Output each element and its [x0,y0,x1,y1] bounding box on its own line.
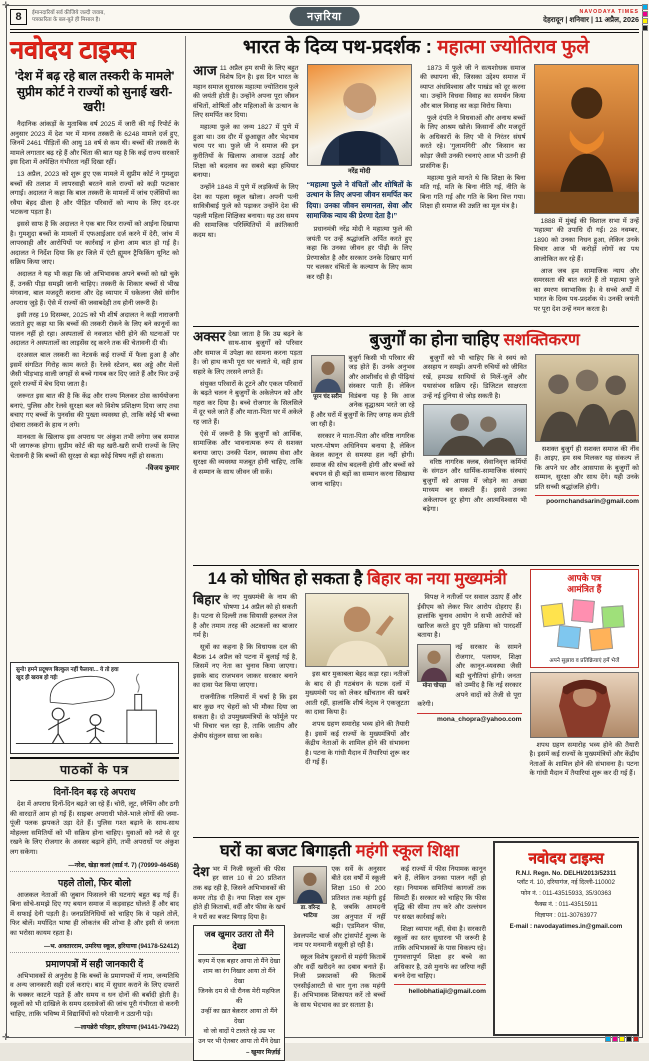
newspaper-contact-box [493,841,639,1036]
bihar-column-3 [417,593,521,834]
bihar-column-1 [193,593,297,834]
phule-lead-word: आज [193,62,217,78]
sticky-notes-image [534,598,636,654]
contact-ads: विज्ञापन : 011-30763977 [534,911,598,919]
editorial-paragraph: नैदानिक आंकड़ों के मुताबिक वर्ष 2025 में जारी की गई रिपोर्ट के अनुसार 2023 में देश भर में मानव तस्करी के 6248 मामले दर्ज हुए, जिनमें 2461 पीड़ितों की आयु 18 वर्ष से कम थी। बच्चों की तस्करी के मामले लगातार बढ़ रहे हैं और चिंता की बात यह है कि कई राज्य सरकारें इस दिशा में अपेक्षित गंभीरता नहीं दिखा रहीं। [10,121,179,167]
school-author-caption: डा. वरिन्द्र भाटिया [300,904,320,919]
phule-paragraph: महात्मा फुले का जन्म 1827 में पुणे में हुआ था। उस दौर में छुआछूत और भेदभाव चरम पर था। फुले जी ने समाज की इन कुरीतियों के खिलाफ आवाज उठाई और शिक्षा को बदलाव का सबसे बड़ा हथियार बनाया। [193,124,299,180]
school-column-3 [394,865,486,1036]
bihar-woman-photo [530,672,640,738]
poem-attribution: – खुमार मिर्ज़ाई [246,1048,281,1056]
phule-headline-red: महात्मा ज्योतिराव फुले [437,37,590,58]
phule-column-2 [307,64,413,323]
phule-paragraph: प्रधानमंत्री नरेंद्र मोदी ने महात्मा फुले की जयंती पर उन्हें श्रद्धांजलि अर्पित करते हुए कहा कि उनका जीवन हर पीढ़ी के लिए प्रेरणास्रोत है और सरकार उनके दिखाए मार्ग पर चलकर वंचितों के कल्याण के लिए काम कर रही है। [306,226,412,281]
seniors-headline [311,331,640,350]
seniors-photo-small [423,404,527,456]
contact-rni: R.N.I. Regn. No. DELHI/2013/52311 [515,869,617,877]
seniors-paragraph: बुजुर्ग किसी भी परिवार की जड़ होते हैं। उनके अनुभव और आशीर्वाद से ही पीढ़ियां संस्कार पाती हैं। लेकिन विडंबना यह है कि आज अनेक वृद्धाश्रम भरते जा रहे हैं और घरों में बुजुर्गों के लिए जगह कम होती जा रही है। [310,354,415,429]
modi-photo-caption: नरेंद्र मोदी [347,168,371,176]
school-author-photo [293,866,327,904]
school-column-1 [193,863,286,1056]
letter-item [10,784,179,872]
cartoon-speech-bubble: सुनो! हमने प्रदूषण बिल्कुल नहीं फैलाया... ये तो हवा खुद ही खराब हो गई! [16,667,119,681]
bihar-paragraph: शपथ ग्रहण समारोह भव्य होने की तैयारी है। इसमें कई राज्यों के मुख्यमंत्रियों और केंद्रीय नेताओं के शामिल होने की संभावना है। पटना के गांधी मैदान में तैयारियां शुरू कर दी गई हैं। [305,721,410,767]
phule-paragraph: महात्मा फुले मानते थे कि शिक्षा के बिना मति गई, मति के बिना नीति गई, नीति के बिना गति गई और गति के बिना वित्त गया। शिक्षा ही समाज की उन्नति का मूल मंत्र है। [420,174,526,211]
tagline-line2: पत्रकारिता के बल-बूते ही मिसाल है। [32,17,101,23]
section-divider [193,837,639,838]
phule-paragraph: 11 अप्रैल हम सभी के लिए बहुत विशेष दिन है। इस दिन भारत के महान समाज सुधारक महात्मा ज्योतिराव फुले की जयंती होती है। उन्होंने अपना पूरा जीवन वंचितों, शोषितों और महिलाओं के उत्थान के लिए समर्पित कर दिया। [193,64,299,120]
poem-box [193,925,285,1061]
main-column [186,36,640,1056]
registration-colorbar-top-right [642,4,648,31]
seniors-paragraph: संयुक्त परिवारों के टूटने और एकल परिवारों के बढ़ते चलन ने बुजुर्गों के अकेलेपन को और गहरा कर दिया है। बच्चे रोजगार के सिलसिले में दूर चले जाते हैं और माता-पिता घर में अकेले रह जाते हैं। [193,380,303,426]
bihar-author-photo [417,644,451,682]
school-author-box [293,866,327,924]
editorial-article [10,66,179,659]
school-paragraph: भर में निजी स्कूलों की फीस हर साल 10 से 20 प्रतिशत तक बढ़ रही है, जिसने अभिभावकों की कमर तोड़ दी है। नया शिक्षा सत्र शुरू होते ही किताबों, वर्दी और फीस के खर्च ने घरों का बजट बिगाड़ दिया है। [193,865,286,921]
registration-cross-bottom-left: ✛ [2,1032,10,1042]
statue-figure [535,65,639,213]
seniors-paragraph: ऐसे में जरूरी है कि बुजुर्गों को आर्थिक, सामाजिक और भावनात्मक रूप से सशक्त बनाया जाए। उनकी पेंशन, स्वास्थ्य सेवा और सुरक्षा की व्यवस्था मजबूत होनी चाहिए, ताकि वे सम्मान के साथ जीवन जी सकें। [193,430,303,476]
seniors-photo-large [535,354,639,442]
seniors-column-2 [423,354,527,563]
bihar-lead-word: बिहार [193,592,221,608]
modi-photo [307,64,413,166]
school-headline-red: महंगी स्कूल शिक्षा [355,841,460,860]
promo-title-line1: आपके पत्र [567,573,602,584]
poem-line: बज़्म में एक बहार आया तो मैंने देखा [198,958,281,966]
letter-item [10,875,179,953]
editorial-paragraph: मानवता के खिलाफ इस अपराध पर अंकुश तभी लगेगा जब समाज भी जागरूक होगा। सुप्रीम कोर्ट की यह खरी-खरी सभी राज्यों के लिए चेतावनी है कि बच्चों की सुरक्षा से बड़ा कोई विषय नहीं हो सकता। [10,433,179,460]
phule-paragraph: फुले दंपति ने विधवाओं और अनाथ बच्चों के लिए आश्रम खोले। किसानों और मजदूरों के अधिकारों के लिए भी वे निरंतर संघर्ष करते रहे। 'गुलामगिरी' और 'किसान का कोड़ा' जैसी उनकी रचनाएं आज भी उतनी ही प्रासंगिक हैं। [420,114,526,170]
bihar-author-email: mona_chopra@yahoo.com [417,713,521,725]
editorial-paragraph: अदालत ने यह भी कहा कि जो अभिभावक अपने बच्चों को खो चुके हैं, उनकी पीड़ा समझी जानी चाहिए। तस्करी के शिकार बच्चों से भीख मंगवाना, बाल मजदूरी कराना और देह व्यापार में धकेलना जैसे संगीन अपराध जुड़े हैं। ऐसे में राज्यों की जवाबदेही तय होनी जरूरी है। [10,271,179,307]
editorial-paragraph: 13 अप्रैल, 2023 को शुरू हुए एक मामले में सुप्रीम कोर्ट ने गुमशुदा बच्चों की तलाश में लापरवाही बरतने वाले राज्यों को कड़ी फटकार लगाई। अदालत ने कहा कि बाल तस्करी के मामलों में जांच एजेंसियों का रवैया बेहद ढीला है और पीड़ित परिवारों को न्याय के लिए दर-दर भटकना पड़ता है। [10,171,179,217]
poem-line: वो जो वादों पे टालते रहे उम्र भर [203,1027,275,1035]
contact-fax: फैक्स नं. : 011-43515911 [534,900,598,908]
modi-photo-figure [308,65,412,165]
letters-section-header: पाठकों के पत्र [10,757,179,781]
bihar-side-column [530,569,640,834]
letter-author: —लायब्रेरी परिहार, हरियाणा (94141-79422) [74,1024,179,1031]
phule-paragraph: आज जब हम सामाजिक न्याय और समरसता की बात करते हैं तो महात्मा फुले का स्मरण स्वाभाविक है। वे सच्चे अर्थों में भारत के दिव्य पथ-प्रदर्शक थे। उनकी जयंती पर पूरा देश उन्हें नमन करता है। [533,267,639,313]
editorial-paragraph: इसी तरह 19 दिसम्बर, 2025 को भी शीर्ष अदालत ने कड़ी नाराजगी जताते हुए कहा था कि बच्चों की तस्करी रोकने के लिए बने कानूनों का पालन नहीं हो रहा। अस्पतालों से नवजात चोरी होने की घटनाओं पर अदालत ने अस्पतालों का लाइसेंस रद्द करने तक की चेतावनी दी थी। [10,311,179,348]
seniors-headline-black: बुजुर्गों का होना चाहिए [369,330,499,349]
letter-body: अभिभावकों से अनुरोध है कि बच्चों के प्रमाणपत्रों में नाम, जन्मतिथि व अन्य जानकारी सही दर्ज कराएं। बाद में सुधार कराने के लिए दफ्तरों के चक्कर काटने पड़ते हैं और समय व धन दोनों की बर्बादी होती है। स्कूलों को भी दाखिले के समय दस्तावेजों की जांच पूरी गंभीरता से करनी चाहिए, ताकि भविष्य में विद्यार्थियों को परेशानी न उठानी पड़े। [10,972,179,1018]
school-paragraph: कई राज्यों में फीस नियामक कानून बने हैं, लेकिन उनका पालन नहीं हो रहा। नियामक समितियां कागजों तक सिमटी हैं। सरकार को चाहिए कि फीस वृद्धि की सीमा तय करे और उल्लंघन पर सख्त कार्रवाई करे। [393,865,486,921]
bihar-paragraph: के नए मुख्यमंत्री के नाम की घोषणा 14 अप्रैल को हो सकती है। पटना से दिल्ली तक सियासी हलचल तेज है और तमाम तरह की अटकलों का बाजार गर्म है। [193,594,298,640]
bihar-politician-photo [305,593,409,667]
letter-body: देश में अपराध दिनों-दिन बढ़ते जा रहे हैं। चोरी, लूट, स्नैचिंग और ठगी की वारदातें आम हो गई हैं। साइबर अपराधी भोले-भाले लोगों की जमा-पूंजी पलक झपकते उड़ा देते हैं। पुलिस गश्त बढ़ाने के साथ-साथ मोहल्ला समितियों को भी सक्रिय होना चाहिए। युवाओं को नशे से दूर रखने के लिए रोजगार के अवसर बढ़ाने होंगे, तभी अपराधों पर अंकुश लग सकेगा। [10,801,179,856]
promo-title-line2: आमंत्रित हैं [567,584,602,595]
bihar-paragraph: सूत्रों का कहना है कि विधायक दल की बैठक 14 अप्रैल को पटना में बुलाई गई है, जिसमें नए नेता का चुनाव किया जाएगा। इसके बाद राजभवन जाकर सरकार बनाने का दावा पेश किया जाएगा। [193,644,298,690]
letter-title: दिनों-दिन बढ़ रहे अपराध [53,787,136,798]
seniors-paragraph: वरिष्ठ नागरिक क्लब, सेवानिवृत्त कर्मियों के संगठन और धार्मिक-सामाजिक संस्थाएं बुजुर्गों को आपस में जोड़ने का अच्छा माध्यम बन सकती हैं। इससे उनका अकेलापन दूर होगा और आत्मविश्वास भी बढ़ेगा। [422,458,527,514]
poem-line: शाम का रंग निखार आया तो मैंने देखा [202,968,276,986]
letter-item [10,956,179,1033]
header-rule [10,29,639,33]
editorial-paragraph: जरूरत इस बात की है कि केंद्र और राज्य मिलकर ठोस कार्ययोजना बनाएं, पुलिस और रेलवे सुरक्षा बल को विशेष प्रशिक्षण दिया जाए तथा बचाए गए बच्चों के पुनर्वास की पुख्ता व्यवस्था हो, ताकि कोई भी बच्चा दोबारा तस्करों के हाथ न लगे। [10,393,179,429]
phule-paragraph: 1873 में फुले जी ने सत्यशोधक समाज की स्थापना की, जिसका उद्देश्य समाज में व्याप्त अंधविश्वास और पाखंड को दूर करना था। उन्होंने विधवा विवाह का समर्थन किया और बाल विवाह का कड़ा विरोध किया। [420,64,526,110]
brand-english: NAVODAYA TIMES [579,9,639,15]
promo-subtext: अपने सुझाव व प्रतिक्रियाएं हमें भेजें [549,657,620,664]
bihar-paragraph: विपक्ष ने नतीजों पर सवाल उठाए हैं और ईवीएम को लेकर फिर आरोप दोहराए हैं। हालांकि चुनाव आयोग ने सभी आरोपों को खारिज करते हुए पूरी प्रक्रिया को पारदर्शी बताया है। [417,594,522,640]
seniors-paragraph: देखा जाता है कि उम्र बढ़ने के साथ-साथ बुजुर्गों को परिवार और समाज में उपेक्षा का सामना करना पड़ता है। जो हाथ कभी पूरा घर चलाते थे, वही हाथ सहारे के लिए तरसने लगते हैं। [193,330,303,376]
bihar-headline-black: 14 को घोषित हो सकता है [207,570,363,589]
left-column [10,36,186,1036]
seniors-paragraph: सरकार ने माता-पिता और वरिष्ठ नागरिक भरण-पोषण अधिनियम बनाया है, लेकिन केवल कानून से समस्या हल नहीं होगी। समाज की सोच बदलनी होगी और बच्चों को बचपन से ही बड़ों का सम्मान करना सिखाया जाना चाहिए। [310,433,415,488]
school-column-2 [293,865,385,1036]
phule-paragraph: उन्होंने 1848 में पुणे में लड़कियों के लिए देश का पहला स्कूल खोला। अपनी पत्नी सावित्रीबाई फुले को पढ़ाकर उन्होंने देश की पहली महिला शिक्षिका बनाया। यह उस समय की सामाजिक परिस्थितियों में क्रांतिकारी कदम था। [193,184,299,239]
tagline-line1: ईमानदारियों सर्व कीजिये जल्दी जवाब, [32,10,105,17]
poem-line: उन पर भी ऐतबार आया तो मैंने देखा [198,1037,281,1045]
poem-line: उन्हीं का ख़त बेक़रार आया तो मैंने देखा [200,1008,278,1025]
phule-statue-photo [534,64,640,214]
bihar-author-box [417,644,451,694]
seniors-author-photo [311,355,345,393]
bottom-row [193,841,639,1056]
phule-column-3 [420,64,526,323]
poem-title: जब खुमार उतरा तो मैंने देखा [198,929,280,955]
page-header [10,7,639,27]
phule-paragraph: 1888 में मुंबई की विशाल सभा में उन्हें 'महात्मा' की उपाधि दी गई। 28 नवम्बर, 1890 को उनका निधन हुआ, लेकिन उनके विचार आज भी करोड़ों लोगों का पथ आलोकित कर रहे हैं। [533,217,639,263]
editorial-headline-line1: 'देश में बढ़ रहे बाल तस्करी के मामले' [14,69,175,84]
phule-headline-black: भारत के दिव्य पथ-प्रदर्शक : [242,37,432,58]
phule-headline [193,37,639,59]
bihar-paragraph: राजनीतिक गलियारों में चर्चा है कि इस बार कुछ नए चेहरों को भी मौका दिया जा सकता है। दो उपमुख्यमंत्रियों के फॉर्मूले पर भी विचार चल रहा है, ताकि जातीय और क्षेत्रीय संतुलन साधा जा सके। [193,694,298,740]
poem-line: जिनके दम से थी रौनक मेरी महफिल की [198,988,281,1006]
editorial-paragraph: दरअसल बाल तस्करी का नेटवर्क कई राज्यों में फैला हुआ है और इसमें संगठित गिरोह काम करते हैं। रेलवे स्टेशन, बस अड्डे और मेलों जैसी भीड़भाड़ वाली जगहों से बच्चे गायब कर दिए जाते हैं और फिर उन्हें दूसरे राज्यों में बेच दिया जाता है। [10,352,179,388]
letter-body: आजकल नेताओं की जुबान फिसलने की घटनाएं बहुत बढ़ गई हैं। बिना सोचे-समझे दिए गए बयान समाज में कड़वाहट घोलते हैं और बाद में सफाई देनी पड़ती है। जनप्रतिनिधियों को चाहिए कि वे पहले तोलें, फिर बोलें। मर्यादित भाषा ही लोकतंत्र की शोभा है और इसी से जनता का भरोसा कायम रहता है। [10,891,179,937]
letter-author: —भ. अवतारराम, उमरिया स्कूल, हरियाणा (94178-52412) [44,942,179,950]
seniors-author-email: poornchandsarin@gmail.com [535,495,639,507]
seniors-author-caption: पूरन चंद सरीन [313,393,342,400]
phule-pull-quote: “महात्मा फुले ने वंचितों और शोषितों के उत्थान के लिए अपना जीवन समर्पित कर दिया। उनका जीवन समानता, सेवा और सामाजिक न्याय की प्रेरणा देता है।” [306,179,412,221]
letter-author: —नरेश, खेड़ा कलां (वार्ड नं. 7) (70999-46458) [68,861,179,869]
section-badge: नज़रिया [289,7,360,26]
phule-article [193,36,639,323]
editorial-body [10,120,179,659]
editorial-cartoon [10,662,179,754]
phule-column-4 [534,64,640,323]
bihar-column-2 [305,593,409,834]
phule-column-1 [193,64,299,323]
bihar-paragraph: इस बार मुकाबला बेहद कड़ा रहा। नतीजों के बाद से ही गठबंधन के घटक दलों में मुख्यमंत्री पद को लेकर खींचतान की खबरें आती रहीं, हालांकि शीर्ष नेतृत्व ने एकजुटता का दावा किया है। [305,671,410,717]
bihar-headline [193,570,522,589]
school-paragraph: स्कूल विशेष दुकानों से महंगी किताबें और वर्दी खरीदने का दबाव बनाते हैं। निजी प्रकाशकों की किताबें एनसीईआरटी से चार गुना तक महंगी हैं। अभिभावक शिकायत करें तो बच्चों के साथ भेदभाव का डर सताता है। [293,954,386,1009]
seniors-left-column [193,330,303,563]
editorial-headline-line2: सुप्रीम कोर्ट ने राज्यों को सुनाई खरी-खरी! [16,84,173,115]
readers-letters-section [10,757,179,1036]
school-lead-word: देश [193,863,210,879]
seniors-headline-red: सशक्तिकरण [503,330,580,349]
bihar-article [193,569,639,834]
seniors-article [193,330,639,563]
section-divider [193,565,639,566]
school-headline [193,842,486,861]
section-divider [193,326,639,327]
seniors-paragraph: सशक्त बुजुर्ग ही सशक्त समाज की नींव हैं। आइए, हम सब मिलकर यह संकल्प लें कि अपने घर और आसपास के बुजुर्गों को सम्मान, सुरक्षा और साथ देंगे। यही उनके प्रति सच्ची श्रद्धांजलि होगी। [534,445,640,491]
bihar-author-caption: मोना चोपड़ा [422,683,447,690]
registration-cross-top-left: ✛ [2,0,10,10]
school-headline-black: घरों का बजट बिगाड़ती [219,841,352,860]
registration-colorbar-bottom-right [605,1036,639,1042]
contact-address: प्लॉट नं. 10, दरियागंज, नई दिल्ली-110002 [517,878,615,886]
contact-phone: फोन नं. : 011-43515933, 35/30363 [520,889,612,897]
dateline: देहरादून | शनिवार | 11 अप्रैल, 2026 [543,15,639,24]
letters-invite-box [530,569,640,668]
editorial-paragraph: इससे साफ है कि अदालत ने एक बार फिर राज्यों को आईना दिखाया है। गुमशुदा बच्चों के मामलों में एफआईआर दर्ज करने में देरी, जांच में लापरवाही और आरोपियों पर कार्रवाई न होना आम बात हो गई है। अदालत ने निर्देश दिया कि हर जिले में एंटी ह्यूमन ट्रैफिकिंग यूनिट को सक्रिय किया जाए। [10,221,179,267]
seniors-lead-word: अक्सर [193,328,226,344]
bihar-side-paragraph: शपथ ग्रहण समारोह भव्य होने की तैयारी है। इसमें कई राज्यों के मुख्यमंत्रियों और केंद्रीय नेताओं के शामिल होने की संभावना है। पटना के गांधी मैदान में तैयारियां शुरू कर दी गई हैं। [529,741,639,778]
contact-email: E-mail : navodayatimes.in@gmail.com [509,922,623,930]
editorial-headline [10,69,179,116]
contact-brand: नवोदय टाइम्स [528,849,604,867]
school-paragraph: एक सर्वे के अनुसार बीते दस वर्षों में स्कूली शिक्षा 150 से 200 प्रतिशत तक महंगी हुई है, जबकि आमदनी उस अनुपात में नहीं बढ़ी। एडमिशन फीस, डेवलपमेंट चार्ज और ट्रांसपोर्ट शुल्क के नाम पर मनमानी वसूली हो रही है। [293,865,386,950]
letter-title: पहले तोलो, फिर बोलो [57,877,132,888]
page-number: 8 [10,9,27,25]
seniors-author-box [311,355,345,405]
bihar-paragraph: नई सरकार के सामने रोजगार, पलायन, शिक्षा और कानून-व्यवस्था जैसी बड़ी चुनौतियां होंगी। जनता को उम्मीद है कि नई सरकार अपने वादों को तेजी से पूरा करेगी। [417,644,522,709]
masthead: नवोदय टाइम्स [10,36,136,64]
header-tagline [32,10,105,24]
school-author-email: hellobhatiaji@gmail.com [394,984,486,996]
editorial-signature: -विजय कुमार [145,464,179,472]
school-fees-article [193,841,486,1056]
letter-title: प्रमाणपत्रों में सही जानकारी दें [45,958,144,969]
seniors-column-3 [535,354,639,563]
seniors-column-1 [311,354,415,563]
seniors-paragraph: बुजुर्गों को भी चाहिए कि वे स्वयं को असहाय न समझें। अपनी रुचियों को जीवित रखें, हमउम्र साथियों से मिलें-जुलें और यथासंभव सक्रिय रहें। डिजिटल साक्षरता उन्हें नई दुनिया से जोड़ सकती है। [422,354,527,400]
bihar-headline-red: बिहार का नया मुख्यमंत्री [367,570,507,589]
school-paragraph: शिक्षा व्यापार नहीं, सेवा है। सरकारी स्कूलों का स्तर सुधारना भी जरूरी है ताकि अभिभावकों के पास विकल्प रहे। गुणवत्तापूर्ण शिक्षा हर बच्चे का अधिकार है, उसे मुनाफे का जरिया नहीं बनने देना चाहिए। [393,925,486,981]
